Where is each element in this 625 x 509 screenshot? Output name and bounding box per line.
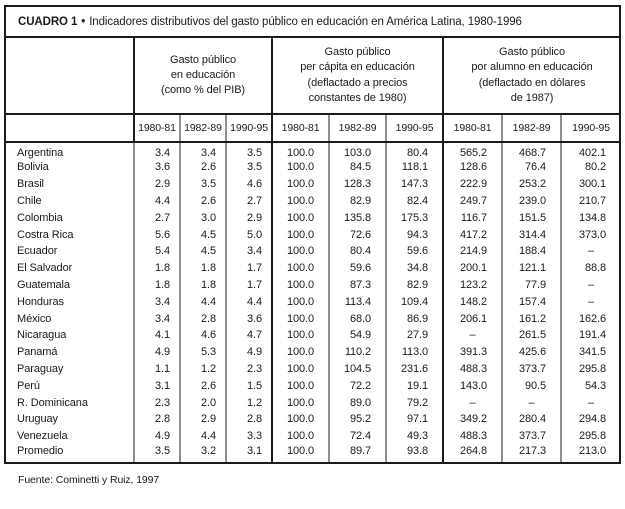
value-cell: 54.3 <box>561 377 620 394</box>
data-table <box>6 38 620 462</box>
table-row <box>6 411 620 428</box>
value-cell: 147.3 <box>386 176 443 193</box>
table-row <box>6 377 620 394</box>
value-cell: 294.8 <box>561 411 620 428</box>
country-cell: Paraguay <box>17 362 64 375</box>
value-cell: 280.4 <box>502 411 561 428</box>
value-cell: 100.0 <box>272 327 329 344</box>
value-cell: 191.4 <box>561 327 620 344</box>
value-cell: 1.7 <box>226 277 272 294</box>
value-cell: 151.5 <box>502 209 561 226</box>
table-row <box>6 243 620 260</box>
value-cell: 5.4 <box>134 243 180 260</box>
value-cell: 2.3 <box>226 361 272 378</box>
value-cell: 402.1 <box>561 142 620 159</box>
country-cell: Colombia <box>17 211 63 224</box>
value-cell: 100.0 <box>272 226 329 243</box>
value-cell: 2.0 <box>180 394 226 411</box>
value-cell: 214.9 <box>443 243 502 260</box>
value-cell: 4.9 <box>134 344 180 361</box>
value-cell: 2.6 <box>180 159 226 176</box>
value-cell: 5.0 <box>226 226 272 243</box>
value-cell: 1.1 <box>134 361 180 378</box>
value-cell: 2.6 <box>180 193 226 210</box>
country-cell: Honduras <box>17 295 64 308</box>
value-cell: 1.5 <box>226 377 272 394</box>
value-cell: 4.7 <box>226 327 272 344</box>
value-cell: 210.7 <box>561 193 620 210</box>
value-cell: 100.0 <box>272 361 329 378</box>
value-cell: 2.7 <box>226 193 272 210</box>
group-header-line: Gasto público <box>170 53 236 66</box>
year-column-header: 1982-89 <box>329 114 386 142</box>
year-column-header: 1980-81 <box>134 114 180 142</box>
value-cell: 100.0 <box>272 428 329 445</box>
value-cell: 3.4 <box>226 243 272 260</box>
value-cell: 59.6 <box>386 243 443 260</box>
country-cell: Bolivia <box>17 161 49 174</box>
value-cell: 425.6 <box>502 344 561 361</box>
value-cell: 206.1 <box>443 310 502 327</box>
value-cell: 80.4 <box>386 142 443 159</box>
table-row <box>6 226 620 243</box>
value-cell: 4.1 <box>134 327 180 344</box>
value-cell: 2.8 <box>226 411 272 428</box>
value-cell: 79.2 <box>386 394 443 411</box>
value-cell: 109.4 <box>386 293 443 310</box>
value-cell: 341.5 <box>561 344 620 361</box>
value-cell: 253.2 <box>502 176 561 193</box>
value-cell: 3.5 <box>226 159 272 176</box>
table-row <box>6 142 620 159</box>
value-cell: 157.4 <box>502 293 561 310</box>
table-title-prefix: CUADRO 1 <box>18 16 78 28</box>
value-cell: 97.1 <box>386 411 443 428</box>
table-card <box>4 5 621 464</box>
table-row <box>6 394 620 411</box>
value-cell: 175.3 <box>386 209 443 226</box>
value-cell: 100.0 <box>272 310 329 327</box>
value-cell: 3.4 <box>180 142 226 159</box>
value-cell: 4.5 <box>180 226 226 243</box>
value-cell: 89.7 <box>329 445 386 462</box>
year-header-row <box>6 114 620 142</box>
value-cell: 113.0 <box>386 344 443 361</box>
value-cell: 82.4 <box>386 193 443 210</box>
country-cell: Perú <box>17 379 40 392</box>
table-row <box>6 209 620 226</box>
value-cell: 3.2 <box>180 445 226 462</box>
value-cell: 104.5 <box>329 361 386 378</box>
value-cell: 94.3 <box>386 226 443 243</box>
value-cell: 3.6 <box>226 310 272 327</box>
value-cell: 2.9 <box>226 209 272 226</box>
country-cell: Guatemala <box>17 278 70 291</box>
table-row <box>6 293 620 310</box>
value-cell: 118.1 <box>386 159 443 176</box>
country-cell: Uruguay <box>17 413 58 426</box>
group-header-line: (deflactado a precios <box>307 76 408 89</box>
value-cell: 54.9 <box>329 327 386 344</box>
value-cell: – <box>443 327 502 344</box>
table-row <box>6 310 620 327</box>
value-cell: 116.7 <box>443 209 502 226</box>
value-cell: 261.5 <box>502 327 561 344</box>
group-header-line: constantes de 1980) <box>308 91 407 104</box>
value-cell: 121.1 <box>502 260 561 277</box>
value-cell: 4.6 <box>226 176 272 193</box>
column-group-header-per-capita <box>272 38 443 114</box>
column-group-header-por-alumno <box>443 38 620 114</box>
value-cell: 89.0 <box>329 394 386 411</box>
value-cell: 90.5 <box>502 377 561 394</box>
country-cell: R. Dominicana <box>17 396 88 409</box>
value-cell: 80.2 <box>561 159 620 176</box>
value-cell: 468.7 <box>502 142 561 159</box>
value-cell: 113.4 <box>329 293 386 310</box>
value-cell: 4.5 <box>180 243 226 260</box>
group-header-line: per cápita en educación <box>300 61 415 74</box>
value-cell: 59.6 <box>329 260 386 277</box>
group-header-line: de 1987) <box>510 91 554 104</box>
value-cell: 4.9 <box>226 344 272 361</box>
value-cell: 100.0 <box>272 445 329 462</box>
value-cell: 72.4 <box>329 428 386 445</box>
year-column-header: 1980-81 <box>443 114 502 142</box>
value-cell: 239.0 <box>502 193 561 210</box>
value-cell: 3.5 <box>134 445 180 462</box>
group-header-line: Gasto público <box>499 46 566 59</box>
value-cell: 373.7 <box>502 428 561 445</box>
value-cell: 488.3 <box>443 361 502 378</box>
table-row <box>6 159 620 176</box>
value-cell: 100.0 <box>272 209 329 226</box>
value-cell: 391.3 <box>443 344 502 361</box>
table-row <box>6 327 620 344</box>
value-cell: 213.0 <box>561 445 620 462</box>
value-cell: 4.4 <box>134 193 180 210</box>
value-cell: 5.6 <box>134 226 180 243</box>
value-cell: 264.8 <box>443 445 502 462</box>
value-cell: 103.0 <box>329 142 386 159</box>
country-cell: Costra Rica <box>17 228 74 241</box>
country-cell: Promedio <box>17 444 64 457</box>
value-cell: 19.1 <box>386 377 443 394</box>
value-cell: 3.6 <box>134 159 180 176</box>
value-cell: 1.8 <box>180 277 226 294</box>
value-cell: 295.8 <box>561 428 620 445</box>
value-cell: 349.2 <box>443 411 502 428</box>
value-cell: 86.9 <box>386 310 443 327</box>
group-header-line: en educación <box>170 68 236 81</box>
corner-cell <box>6 114 134 142</box>
country-cell: El Salvador <box>17 262 73 275</box>
value-cell: 80.4 <box>329 243 386 260</box>
year-column-header: 1990-95 <box>226 114 272 142</box>
value-cell: 95.2 <box>329 411 386 428</box>
value-cell: 417.2 <box>443 226 502 243</box>
value-cell: 128.3 <box>329 176 386 193</box>
group-header-line: (como % del PIB) <box>161 84 245 97</box>
value-cell: 3.0 <box>180 209 226 226</box>
country-cell: Nicaragua <box>17 329 67 342</box>
value-cell: 2.7 <box>134 209 180 226</box>
value-cell: 100.0 <box>272 176 329 193</box>
value-cell: 4.4 <box>180 428 226 445</box>
country-cell: Venezuela <box>17 430 68 443</box>
value-cell: 1.2 <box>226 394 272 411</box>
year-column-header: 1980-81 <box>272 114 329 142</box>
value-cell: 161.2 <box>502 310 561 327</box>
value-cell: 34.8 <box>386 260 443 277</box>
value-cell: 110.2 <box>329 344 386 361</box>
value-cell: 123.2 <box>443 277 502 294</box>
table-row <box>6 428 620 445</box>
value-cell: – <box>443 394 502 411</box>
table-row <box>6 193 620 210</box>
value-cell: 300.1 <box>561 176 620 193</box>
value-cell: 143.0 <box>443 377 502 394</box>
value-cell: 100.0 <box>272 394 329 411</box>
value-cell: 72.6 <box>329 226 386 243</box>
year-column-header: 1990-95 <box>561 114 620 142</box>
value-cell: 100.0 <box>272 293 329 310</box>
group-header-row <box>6 38 620 114</box>
value-cell: 49.3 <box>386 428 443 445</box>
table-row <box>6 260 620 277</box>
country-cell: Argentina <box>17 147 64 159</box>
country-cell: Chile <box>17 194 42 207</box>
value-cell: 27.9 <box>386 327 443 344</box>
table-title-text: Indicadores distributivos del gasto público en educación en América Latina, 1980-1996 <box>89 16 522 28</box>
value-cell: 148.2 <box>443 293 502 310</box>
column-group-header-pib <box>134 38 272 114</box>
value-cell: 3.5 <box>180 176 226 193</box>
value-cell: 4.6 <box>180 327 226 344</box>
title-bullet-separator: • <box>81 16 86 28</box>
value-cell: 2.3 <box>134 394 180 411</box>
value-cell: 128.6 <box>443 159 502 176</box>
value-cell: 3.5 <box>226 142 272 159</box>
value-cell: 68.0 <box>329 310 386 327</box>
value-cell: 100.0 <box>272 260 329 277</box>
value-cell: 565.2 <box>443 142 502 159</box>
value-cell: 100.0 <box>272 411 329 428</box>
value-cell: – <box>561 277 620 294</box>
value-cell: 188.4 <box>502 243 561 260</box>
value-cell: 4.4 <box>180 293 226 310</box>
table-row <box>6 361 620 378</box>
value-cell: 3.3 <box>226 428 272 445</box>
value-cell: 100.0 <box>272 377 329 394</box>
table-row <box>6 344 620 361</box>
value-cell: 1.2 <box>180 361 226 378</box>
value-cell: 488.3 <box>443 428 502 445</box>
value-cell: 2.6 <box>180 377 226 394</box>
value-cell: 3.4 <box>134 310 180 327</box>
value-cell: 82.9 <box>386 277 443 294</box>
value-cell: – <box>502 394 561 411</box>
value-cell: 100.0 <box>272 277 329 294</box>
country-cell: México <box>17 312 52 325</box>
year-column-header: 1990-95 <box>386 114 443 142</box>
value-cell: 2.8 <box>180 310 226 327</box>
value-cell: 3.1 <box>226 445 272 462</box>
value-cell: 217.3 <box>502 445 561 462</box>
group-header-line: por alumno en educación <box>471 61 593 74</box>
value-cell: 82.9 <box>329 193 386 210</box>
country-cell: Brasil <box>17 178 44 191</box>
value-cell: 1.7 <box>226 260 272 277</box>
value-cell: 295.8 <box>561 361 620 378</box>
value-cell: 1.8 <box>180 260 226 277</box>
value-cell: – <box>561 243 620 260</box>
value-cell: 100.0 <box>272 159 329 176</box>
year-column-header: 1982-89 <box>502 114 561 142</box>
table-title <box>6 7 619 38</box>
country-cell: Ecuador <box>17 245 58 258</box>
value-cell: – <box>561 394 620 411</box>
value-cell: 77.9 <box>502 277 561 294</box>
value-cell: 134.8 <box>561 209 620 226</box>
value-cell: 249.7 <box>443 193 502 210</box>
table-row <box>6 176 620 193</box>
value-cell: 1.8 <box>134 277 180 294</box>
value-cell: 76.4 <box>502 159 561 176</box>
group-header-line: (deflactado en dólares <box>478 76 586 89</box>
value-cell: 3.4 <box>134 142 180 159</box>
table-body <box>6 142 620 462</box>
value-cell: 231.6 <box>386 361 443 378</box>
value-cell: 200.1 <box>443 260 502 277</box>
table-row <box>6 277 620 294</box>
value-cell: 4.9 <box>134 428 180 445</box>
corner-cell <box>6 38 134 114</box>
value-cell: 135.8 <box>329 209 386 226</box>
value-cell: 1.8 <box>134 260 180 277</box>
value-cell: 3.4 <box>134 293 180 310</box>
value-cell: 2.9 <box>134 176 180 193</box>
value-cell: 222.9 <box>443 176 502 193</box>
value-cell: 373.7 <box>502 361 561 378</box>
value-cell: 100.0 <box>272 344 329 361</box>
value-cell: 3.1 <box>134 377 180 394</box>
value-cell: 373.0 <box>561 226 620 243</box>
country-cell: Panamá <box>17 346 58 359</box>
value-cell: 100.0 <box>272 142 329 159</box>
value-cell: 100.0 <box>272 243 329 260</box>
group-header-line: Gasto público <box>324 46 391 59</box>
value-cell: 314.4 <box>502 226 561 243</box>
value-cell: 2.8 <box>134 411 180 428</box>
value-cell: 84.5 <box>329 159 386 176</box>
value-cell: 93.8 <box>386 445 443 462</box>
value-cell: 87.3 <box>329 277 386 294</box>
source-note: Fuente: Cominetti y Ruiz, 1997 <box>18 473 160 486</box>
table-row <box>6 445 620 462</box>
value-cell: 100.0 <box>272 193 329 210</box>
value-cell: 2.9 <box>180 411 226 428</box>
value-cell: 5.3 <box>180 344 226 361</box>
value-cell: – <box>561 293 620 310</box>
value-cell: 88.8 <box>561 260 620 277</box>
year-column-header: 1982-89 <box>180 114 226 142</box>
value-cell: 162.6 <box>561 310 620 327</box>
value-cell: 72.2 <box>329 377 386 394</box>
value-cell: 4.4 <box>226 293 272 310</box>
